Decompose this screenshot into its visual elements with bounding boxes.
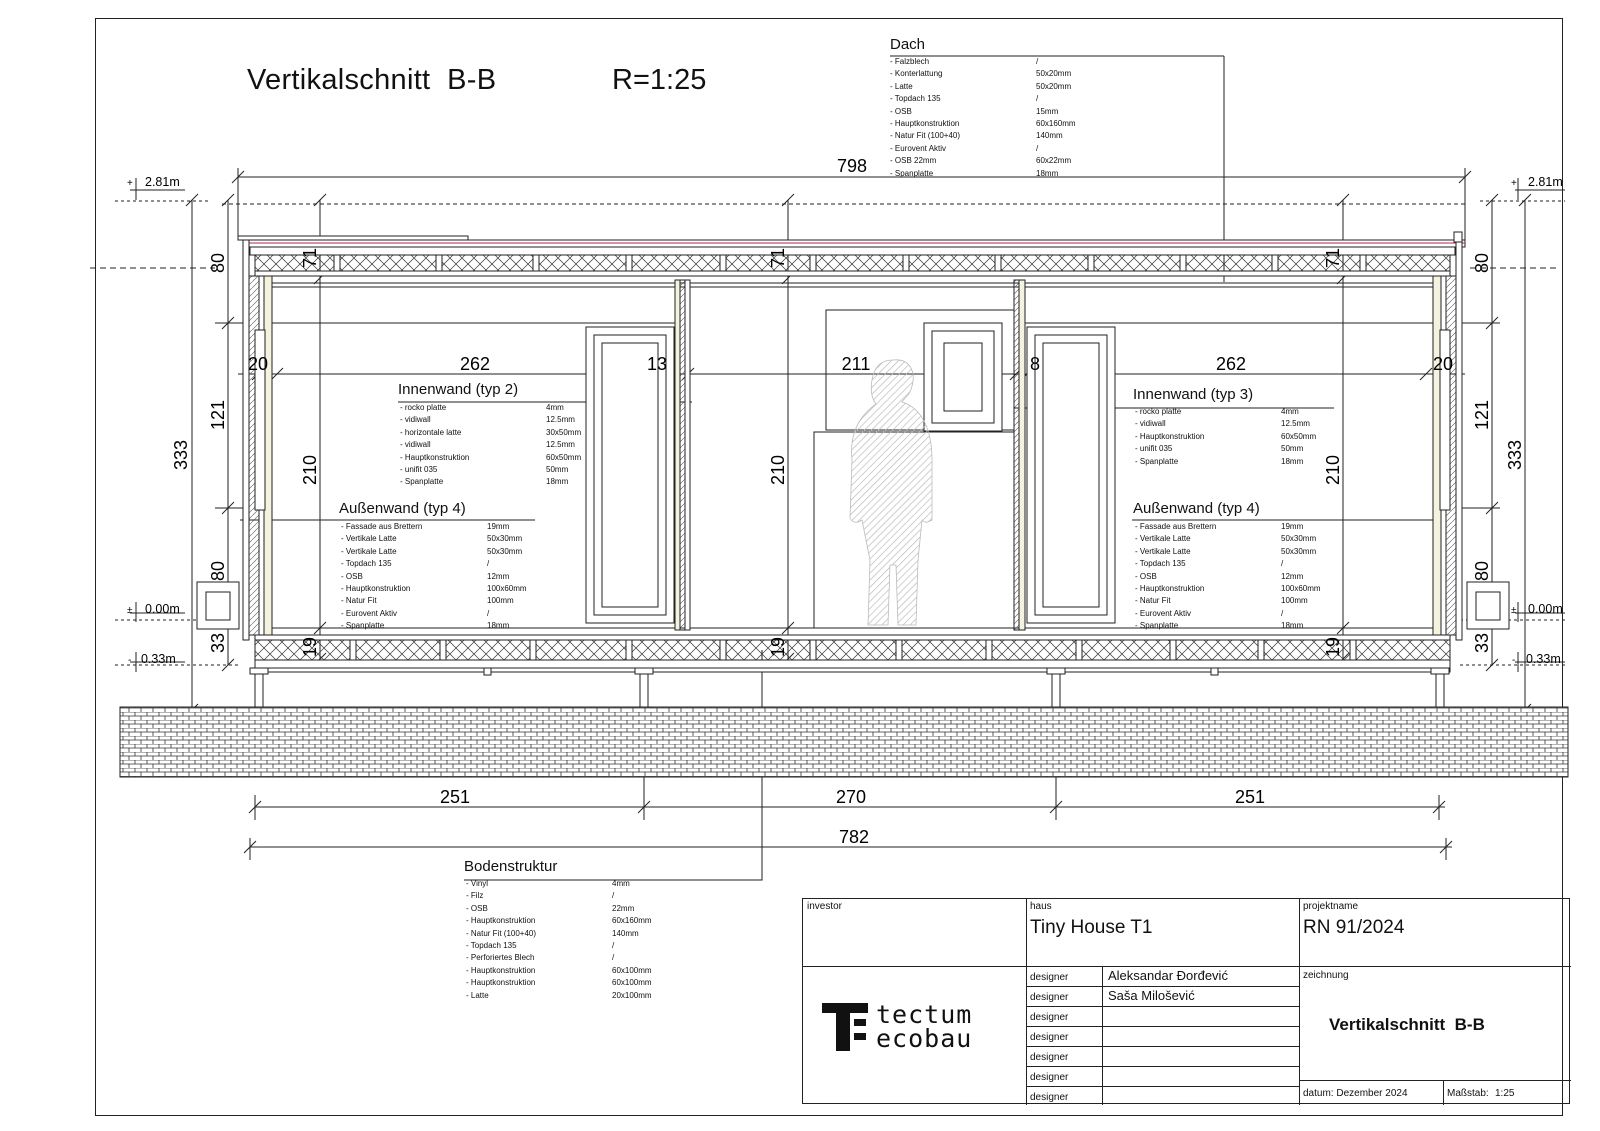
legend-size: / (612, 953, 615, 963)
legend-row (1135, 456, 1316, 468)
legend-size: 50mm (1281, 444, 1304, 454)
legend-size: 50mm (546, 465, 569, 475)
dim-v-80-top-r: 80 (1472, 252, 1492, 274)
projektname-value: RN 91/2024 (1303, 917, 1405, 938)
legend-dach (890, 56, 1076, 180)
dim-v-121-l: 121 (208, 399, 228, 431)
legend-row (400, 452, 581, 464)
level-top-left: 2.81m (145, 175, 180, 189)
level-sign-bottom-right: - (1512, 655, 1516, 666)
legend-innenwand3 (1135, 406, 1316, 468)
legend-row (466, 903, 652, 915)
legend-material: - Spanplatte (1135, 456, 1179, 466)
legend-row (1135, 418, 1316, 430)
dim-v-19-b: 19 (768, 636, 788, 658)
legend-material: - vidiwall (1135, 419, 1166, 429)
level-zero-left: 0.00m (145, 602, 180, 616)
dim-room-left: 262 (459, 354, 491, 374)
legend-row (341, 558, 527, 570)
legend-size: 30x50mm (546, 427, 582, 437)
legend-material: - Vinyl (466, 879, 489, 888)
designer-label-1: designer (1030, 972, 1069, 983)
designer-label-2: designer (1030, 992, 1069, 1003)
legend-innenwand2-title: Innenwand (typ 2) (398, 381, 519, 398)
legend-material: - Fassade aus Brettern (341, 522, 423, 531)
drawing-scale: R=1:25 (612, 64, 707, 96)
legend-material: - Eurovent Aktiv (341, 608, 398, 618)
legend-material: - Hauptkonstruktion (890, 119, 960, 129)
level-sign-top-left: + (127, 178, 133, 189)
legend-material: - unifit 035 (1135, 444, 1173, 454)
dim-wall-right: 20 (1432, 354, 1454, 374)
dim-v-19-c: 19 (1323, 636, 1343, 658)
legend-row (1135, 546, 1321, 558)
legend-size: 100mm (487, 596, 514, 606)
legend-size: 50x20mm (1036, 81, 1072, 91)
legend-material: - Vertikale Latte (341, 546, 397, 556)
tectum-logo (822, 1000, 973, 1053)
drawing-title: Vertikalschnitt B-B (247, 64, 497, 96)
legend-size: 18mm (487, 621, 510, 631)
legend-material: - rocko platte (1135, 407, 1182, 416)
legend-size: 60x160mm (1036, 119, 1076, 129)
legend-row (466, 952, 652, 964)
legend-material: - Hauptkonstruktion (1135, 584, 1205, 594)
legend-aussenwand-left-title: Außenwand (typ 4) (339, 500, 466, 517)
dim-room-mid: 211 (841, 354, 871, 374)
designer-label-4: designer (1030, 1032, 1069, 1043)
designer-label-3: designer (1030, 1012, 1069, 1023)
level-sign-top-right: + (1511, 178, 1517, 189)
legend-row (890, 68, 1076, 80)
designer-2: Saša Milošević (1108, 988, 1195, 1003)
legend-row (400, 427, 581, 439)
legend-aussenwand-right-title: Außenwand (typ 4) (1133, 500, 1260, 517)
dim-overall-bottom: 782 (838, 827, 870, 847)
legend-material: - Hauptkonstruktion (341, 584, 411, 594)
legend-size: 4mm (612, 879, 630, 888)
legend-row (341, 533, 527, 545)
legend-material: - Natur Fit (341, 596, 377, 606)
tectum-logo-mark-icon (822, 1003, 868, 1051)
legend-row (466, 928, 652, 940)
legend-row (466, 965, 652, 977)
level-bottom-left: 0.33m (141, 652, 176, 666)
legend-size: 18mm (546, 477, 569, 487)
designer-label-6: designer (1030, 1072, 1069, 1083)
dim-v-333-l: 333 (171, 439, 191, 471)
legend-row (890, 155, 1076, 167)
legend-material: - Topdach 135 (466, 941, 517, 951)
legend-size: 140mm (1036, 131, 1063, 141)
legend-innenwand2 (400, 402, 581, 489)
legend-size: 4mm (1281, 407, 1299, 416)
legend-size: 60x50mm (1281, 431, 1317, 441)
legend-size: / (487, 608, 490, 618)
legend-size: / (1036, 57, 1039, 66)
legend-size: / (1281, 559, 1284, 569)
legend-material: - Hauptkonstruktion (1135, 431, 1205, 441)
dim-v-71-a: 71 (300, 247, 320, 269)
legend-material: - rocko platte (400, 403, 447, 412)
legend-row (1135, 521, 1321, 533)
dim-span-mid: 270 (835, 787, 867, 807)
dim-wall-mid-a: 13 (646, 354, 668, 374)
legend-row (890, 143, 1076, 155)
legend-size: 100x60mm (487, 584, 527, 594)
datum: datum: Dezember 2024 (1303, 1088, 1408, 1099)
legend-row (466, 977, 652, 989)
legend-row (1135, 571, 1321, 583)
legend-material: - OSB (890, 106, 912, 116)
zeichnung-value: Vertikalschnitt B-B (1329, 1015, 1485, 1034)
legend-size: 60x100mm (612, 965, 652, 975)
legend-boden-title: Bodenstruktur (464, 858, 558, 875)
legend-row (466, 878, 652, 890)
dim-wall-mid-b: 8 (1029, 354, 1041, 374)
dim-v-33-r: 33 (1472, 632, 1492, 654)
legend-row (1135, 608, 1321, 620)
legend-row (466, 990, 652, 1002)
dim-v-71-c: 71 (1323, 247, 1343, 269)
legend-material: - unifit 035 (400, 465, 438, 475)
dim-v-19-a: 19 (300, 636, 320, 658)
level-sign-zero-left: ± (127, 605, 133, 616)
legend-size: 50x30mm (487, 534, 523, 544)
legend-row (1135, 406, 1316, 418)
legend-material: - Falzblech (890, 57, 930, 66)
legend-row (341, 608, 527, 620)
legend-size: / (1036, 94, 1039, 104)
legend-material: - Topdach 135 (1135, 559, 1186, 569)
legend-boden (466, 878, 652, 1002)
level-sign-zero-right: ± (1511, 605, 1517, 616)
legend-row (1135, 595, 1321, 607)
legend-material: - OSB (341, 571, 363, 581)
dim-v-80-bot-r: 80 (1472, 560, 1492, 582)
legend-size: 18mm (1036, 168, 1059, 178)
legend-row (1135, 431, 1316, 443)
legend-row (890, 81, 1076, 93)
legend-material: - Spanplatte (890, 168, 934, 178)
legend-row (1135, 558, 1321, 570)
legend-size: 60x50mm (546, 452, 582, 462)
legend-size: 12.5mm (546, 440, 575, 450)
legend-material: - vidiwall (400, 415, 431, 425)
legend-size: 60x22mm (1036, 156, 1072, 166)
dim-v-210-b: 210 (768, 454, 788, 486)
haus-value: Tiny House T1 (1030, 917, 1153, 938)
legend-material: - horizontale latte (400, 427, 462, 437)
ground-hatch (120, 707, 1568, 777)
legend-row (1135, 620, 1321, 632)
legend-size: 12mm (487, 571, 510, 581)
legend-size: 22mm (612, 903, 635, 913)
legend-row (890, 56, 1076, 68)
legend-row (1135, 533, 1321, 545)
legend-material: - OSB (1135, 571, 1157, 581)
legend-size: / (612, 941, 615, 951)
dim-v-333-r: 333 (1505, 439, 1525, 471)
legend-material: - Filz (466, 891, 484, 901)
legend-material: - Topdach 135 (890, 94, 941, 104)
logo-line-1: tectum (876, 1000, 973, 1029)
legend-material: - Eurovent Aktiv (890, 143, 947, 153)
legend-size: 12.5mm (1281, 419, 1310, 429)
massstab-value: 1:25 (1495, 1088, 1515, 1099)
dim-v-210-a: 210 (300, 454, 320, 486)
legend-material: - Natur Fit (100+40) (890, 131, 961, 141)
legend-material: - Konterlattung (890, 69, 943, 79)
legend-material: - OSB (466, 903, 488, 913)
legend-size: / (487, 559, 490, 569)
dim-span-left: 251 (439, 787, 471, 807)
legend-row (400, 476, 581, 488)
legend-material: - OSB 22mm (890, 156, 937, 166)
legend-material: - Hauptkonstruktion (466, 978, 536, 988)
legend-size: 4mm (546, 403, 564, 412)
legend-size: 50x20mm (1036, 69, 1072, 79)
legend-row (1135, 583, 1321, 595)
legend-size: 15mm (1036, 106, 1059, 116)
legend-material: - Topdach 135 (341, 559, 392, 569)
legend-row (400, 414, 581, 426)
legend-size: 18mm (1281, 621, 1304, 631)
legend-material: - Vertikale Latte (1135, 546, 1191, 556)
legend-aussenwand-left (341, 521, 527, 633)
legend-row (890, 106, 1076, 118)
legend-size: 50x30mm (487, 546, 523, 556)
legend-size: 60x160mm (612, 916, 652, 926)
legend-row (890, 168, 1076, 180)
legend-row (890, 130, 1076, 142)
legend-size: 50x30mm (1281, 546, 1317, 556)
level-top-right: 2.81m (1528, 175, 1563, 189)
designer-label-5: designer (1030, 1052, 1069, 1063)
legend-size: 60x100mm (612, 978, 652, 988)
dim-v-33-l: 33 (208, 632, 228, 654)
logo-line-2: ecobau (876, 1024, 973, 1053)
legend-size: / (1036, 143, 1039, 153)
legend-size: 19mm (1281, 522, 1304, 531)
legend-size: 100x60mm (1281, 584, 1321, 594)
legend-row (400, 464, 581, 476)
massstab-label: Maßstab: (1447, 1088, 1489, 1099)
legend-row (890, 118, 1076, 130)
zeichnung-label: zeichnung (1303, 970, 1349, 981)
legend-row (341, 583, 527, 595)
dim-v-80-bot-l: 80 (208, 560, 228, 582)
dim-room-right: 262 (1215, 354, 1247, 374)
legend-size: 140mm (612, 928, 639, 938)
legend-size: 50x30mm (1281, 534, 1317, 544)
dim-overall-top: 798 (836, 156, 868, 176)
legend-row (466, 890, 652, 902)
legend-size: / (612, 891, 615, 901)
legend-material: - Hauptkonstruktion (466, 916, 536, 926)
investor-label: investor (807, 901, 843, 912)
legend-row (400, 402, 581, 414)
haus-label: haus (1030, 901, 1052, 912)
dim-wall-left: 20 (247, 354, 269, 374)
legend-row (341, 521, 527, 533)
legend-material: - Vertikale Latte (1135, 534, 1191, 544)
dim-span-right: 251 (1234, 787, 1266, 807)
legend-material: - Perforiertes Blech (466, 953, 535, 963)
legend-row (341, 620, 527, 632)
legend-material: - vidiwall (400, 440, 431, 450)
legend-material: - Spanplatte (341, 621, 385, 631)
legend-row (466, 940, 652, 952)
legend-size: 12.5mm (546, 415, 575, 425)
designer-label-7: designer (1030, 1092, 1069, 1103)
level-zero-right: 0.00m (1528, 602, 1563, 616)
legend-material: - Natur Fit (100+40) (466, 928, 537, 938)
legend-size: 12mm (1281, 571, 1304, 581)
legend-row (466, 915, 652, 927)
dim-v-210-c: 210 (1323, 454, 1343, 486)
legend-size: 20x100mm (612, 990, 652, 1000)
legend-row (890, 93, 1076, 105)
dim-v-121-r: 121 (1472, 399, 1492, 431)
level-bottom-right: 0.33m (1526, 652, 1561, 666)
legend-row (400, 439, 581, 451)
legend-material: - Eurovent Aktiv (1135, 608, 1192, 618)
level-sign-bottom-left: - (128, 655, 132, 666)
legend-row (341, 595, 527, 607)
legend-size: 19mm (487, 522, 510, 531)
legend-size: 100mm (1281, 596, 1308, 606)
dim-v-80-top-l: 80 (208, 252, 228, 274)
legend-material: - Spanplatte (400, 477, 444, 487)
legend-material: - Latte (466, 990, 489, 1000)
legend-material: - Hauptkonstruktion (466, 965, 536, 975)
dim-v-71-b: 71 (768, 247, 788, 269)
legend-dach-title: Dach (890, 36, 926, 53)
legend-size: 18mm (1281, 456, 1304, 466)
legend-size: / (1281, 608, 1284, 618)
legend-aussenwand-right (1135, 521, 1321, 633)
legend-material: - Hauptkonstruktion (400, 452, 470, 462)
legend-row (1135, 443, 1316, 455)
legend-material: - Latte (890, 81, 913, 91)
designer-1: Aleksandar Đorđević (1108, 968, 1228, 983)
legend-material: - Natur Fit (1135, 596, 1171, 606)
legend-material: - Fassade aus Brettern (1135, 522, 1217, 531)
legend-innenwand3-title: Innenwand (typ 3) (1133, 386, 1254, 403)
legend-material: - Spanplatte (1135, 621, 1179, 631)
legend-row (341, 546, 527, 558)
legend-material: - Vertikale Latte (341, 534, 397, 544)
legend-row (341, 571, 527, 583)
projektname-label: projektname (1303, 901, 1359, 912)
